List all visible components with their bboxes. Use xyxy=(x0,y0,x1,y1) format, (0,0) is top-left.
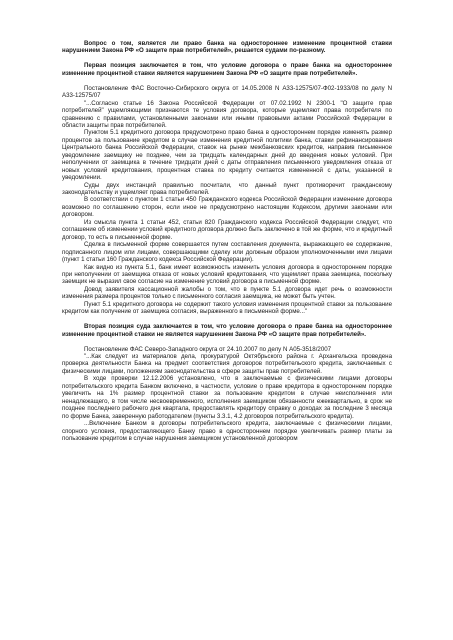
quote-paragraph: "...Согласно статье 16 Закона Российской Федерации от 07.02.1992 N 2300-1 "О защите прав потребителей" ущемляющими признаются те условия договора, которые ущемляют права потребителя по сравнению с правилами, установленными законами или иными правовыми актами Российской Федерации в области защиты прав потребителей. xyxy=(62,99,392,129)
second-position: Вторая позиция суда заключается в том, что условие договора о праве банка на одностороннее изменение процентной ставки не является нарушением Закона РФ «О защите прав потребителей». xyxy=(62,323,392,338)
quote-paragraph: "...Как следует из материалов дела, прокуратурой Октябрьского района г. Архангельска проведена проверка деятельности Банка на предмет соответствия договоров потребительского кредита, заключаемых с физическими лицами, положениям законодательства в сфере защиты прав потребителей. xyxy=(62,352,392,375)
quote-paragraph: Как видно из пункта 5.1, банк имеет возможность изменить условия договора в одностороннем порядке при неполучении от заемщика отказа от новых условий кредитования, что ущемляет права заемщика, поскольку заемщик не выразил свое согласие на изменение условий договора в письменной форме. xyxy=(62,263,392,286)
quote-paragraph: Пунктом 5.1 кредитного договора предусмотрено право банка в одностороннем порядке изменять размер процентов за пользование кредитом в случае изменения кредитной политики банка, ставки рефинансирования Центрального банка Российской Федерации, ставок на рынке межбанковских кредитов, направив письменное уведомление заемщику не позднее, чем за тридцать календарных дней до введения новых условий. При неполучении от заемщика в течение тридцати дней с даты отправления письменного уведомления отказа от новых условий кредитования, процентная ставка по кредиту считается измененной с даты, указанной в уведомлении. xyxy=(62,129,392,182)
document-heading: Вопрос о том, является ли право банка на одностороннее изменение процентной ставки нарушением Закона РФ «О защите прав потребителей», решается судами по-разному. xyxy=(62,40,392,55)
first-position: Первая позиция заключается в том, что условие договора о праве банка на одностороннее изменение процентной ставки является нарушением Закона РФ «О защите прав потребителей». xyxy=(62,62,392,77)
quote-paragraph: Суды двух инстанций правильно посчитали, что данный пункт противоречит гражданскому законодательству и ущемляет права потребителей. xyxy=(62,181,392,197)
quote-paragraph: В ходе проверки 12.12.2006 установлено, что в заключаемые с физическими лицами договоры потребительского кредита Банком включено, в частности, условие о праве кредитора в одностороннем порядке увеличить на 1% размер процентной ставки за пользование кредитом в случае неисполнения или ненадлежащего, в том числе несвоевременного, исполнения заемщиком обязанности ежеквартально, в срок не позднее последнего рабочего дня квартала, предоставлять кредитору справку о доходах за последние 3 месяца по форме Банка, заверенную работодателем (пункты 3.3.1, 4.2 договоров потребительского кредита). xyxy=(62,375,392,420)
decree-reference: Постановление ФАС Восточно-Сибирского округа от 14.05.2008 N А33-12575/07-Ф02-1933/08 по делу N А33-12575/07 xyxy=(62,84,392,100)
document-page xyxy=(62,40,392,442)
spacer xyxy=(62,55,392,62)
decree-reference: Постановление ФАС Северо-Западного округа от 24.10.2007 по делу N А05-3518/2007 xyxy=(84,345,332,353)
spacer xyxy=(62,316,392,323)
quote-paragraph: Довод заявителя кассационной жалобы о том, что в пункте 5.1 договора идет речь о возможности изменения размера процентов только с письменного согласия заемщика, не может быть учтен. xyxy=(62,285,392,301)
spacer xyxy=(62,338,392,345)
spacer xyxy=(62,77,392,84)
quote-paragraph: ...Включение Банком в договоры потребительского кредита, заключаемые с физическими лицами, спорного условия, предоставляющего Банку право в одностороннем порядке увеличивать размер платы за пользование кредитом в случае нарушения заемщиком установленной договором xyxy=(62,420,392,442)
quote-paragraph: В соответствии с пунктом 1 статьи 450 Гражданского кодекса Российской Федерации изменение договора возможно по соглашению сторон, если иное не предусмотрено настоящим Кодексом, другими законами или договором. xyxy=(62,196,392,219)
quote-paragraph: Сделка в письменной форме совершается путем составления документа, выражающего ее содержание, подписанного лицом или лицами, совершающими сделку или должным образом уполномоченными ими лицами (пункт 1 статьи 160 Гражданского кодекса Российской Федерации). xyxy=(62,241,392,264)
quote-paragraph: Из смысла пункта 1 статьи 452, статьи 820 Гражданского кодекса Российской Федерации следует, что соглашение об изменении условий кредитного договора должно быть заключено в той же форме, что и кредитный договор, то есть в письменной форме. xyxy=(62,218,392,241)
quote-paragraph: Пункт 5.1 кредитного договора не содержит такого условия изменения процентной ставки за пользование кредитом как получение от заемщика согласия, выраженного в письменной форме..." xyxy=(62,300,392,316)
